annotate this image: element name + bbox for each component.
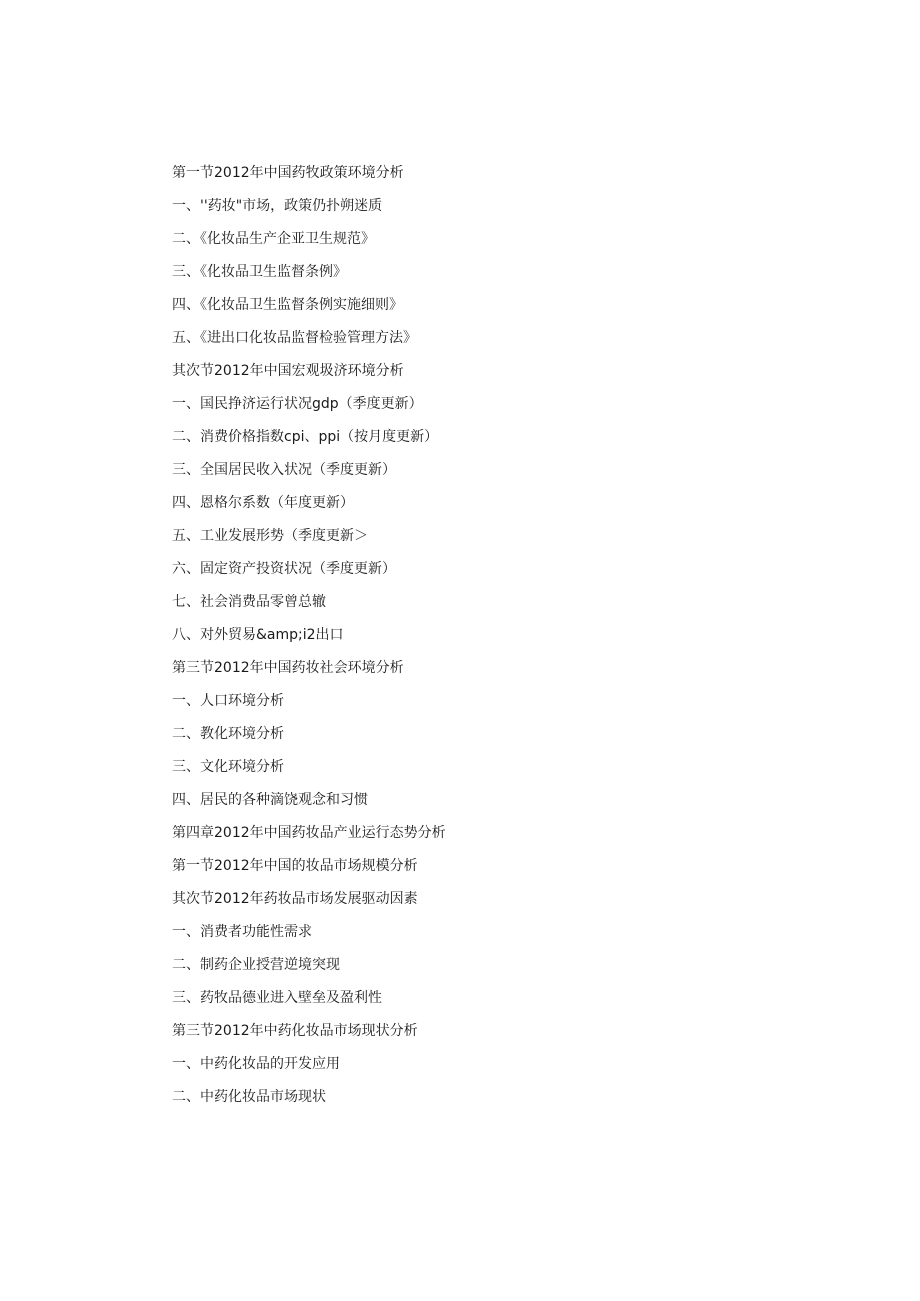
toc-line: 第一节2012年中国药牧政策环境分析 [172, 165, 404, 181]
toc-line: 四、恩格尔系数（年度更新） [172, 495, 354, 511]
toc-line: 一、''药妆"市场，政策仍扑朔迷质 [172, 198, 383, 214]
toc-line: 二、教化环境分析 [172, 726, 284, 742]
toc-line: 第四章2012年中国药妆品产业运行态势分析 [172, 825, 446, 841]
toc-line: 四、《化妆品卫生监督条例实施细则》 [172, 297, 403, 313]
toc-line: 一、中药化妆品的开发应用 [172, 1056, 340, 1072]
toc-line: 五、《进出口化妆品监督检验管理方法》 [172, 330, 417, 346]
toc-line: 一、消费者功能性需求 [172, 924, 312, 940]
toc-line: 其次节2012年药妆品市场发展驱动因素 [172, 891, 418, 907]
toc-line: 三、全国居民收入状况（季度更新） [172, 462, 396, 478]
toc-line: 三、《化妆品卫生监督条例》 [172, 264, 347, 280]
toc-line: 八、对外贸易&amp;i2出口 [172, 627, 344, 643]
toc-line: 七、社会消费品零曾总辙 [172, 594, 326, 610]
toc-line: 一、人口环境分析 [172, 693, 284, 709]
toc-line: 第三节2012年中药化妆品市场现状分析 [172, 1023, 418, 1039]
toc-line: 其次节2012年中国宏观圾济环境分析 [172, 363, 404, 379]
toc-line: 五、工业发展形势（季度更新＞ [172, 528, 368, 544]
toc-line: 三、药牧品德业进入壁垒及盈利性 [172, 990, 382, 1006]
table-of-contents [172, 160, 772, 1117]
toc-line: 第一节2012年中国的妆品市场规模分析 [172, 858, 418, 874]
toc-line: 二、消费价格指数cpi、ppi（按月度更新） [172, 429, 439, 445]
toc-line: 三、文化环境分析 [172, 759, 284, 775]
toc-line: 四、居民的各种滴饶观念和习惯 [172, 792, 368, 808]
toc-line: 二、《化妆品生产企亚卫生规范》 [172, 231, 375, 247]
toc-line: 六、固定资产投资状况（季度更新） [172, 561, 396, 577]
toc-line: 二、中药化妆品市场现状 [172, 1089, 326, 1105]
toc-line: 二、制药企业授营逆境突现 [172, 957, 340, 973]
toc-line: 第三节2012年中国药妆社会环境分析 [172, 660, 404, 676]
toc-line: 一、国民挣济运行状况gdp（季度更新） [172, 396, 423, 412]
